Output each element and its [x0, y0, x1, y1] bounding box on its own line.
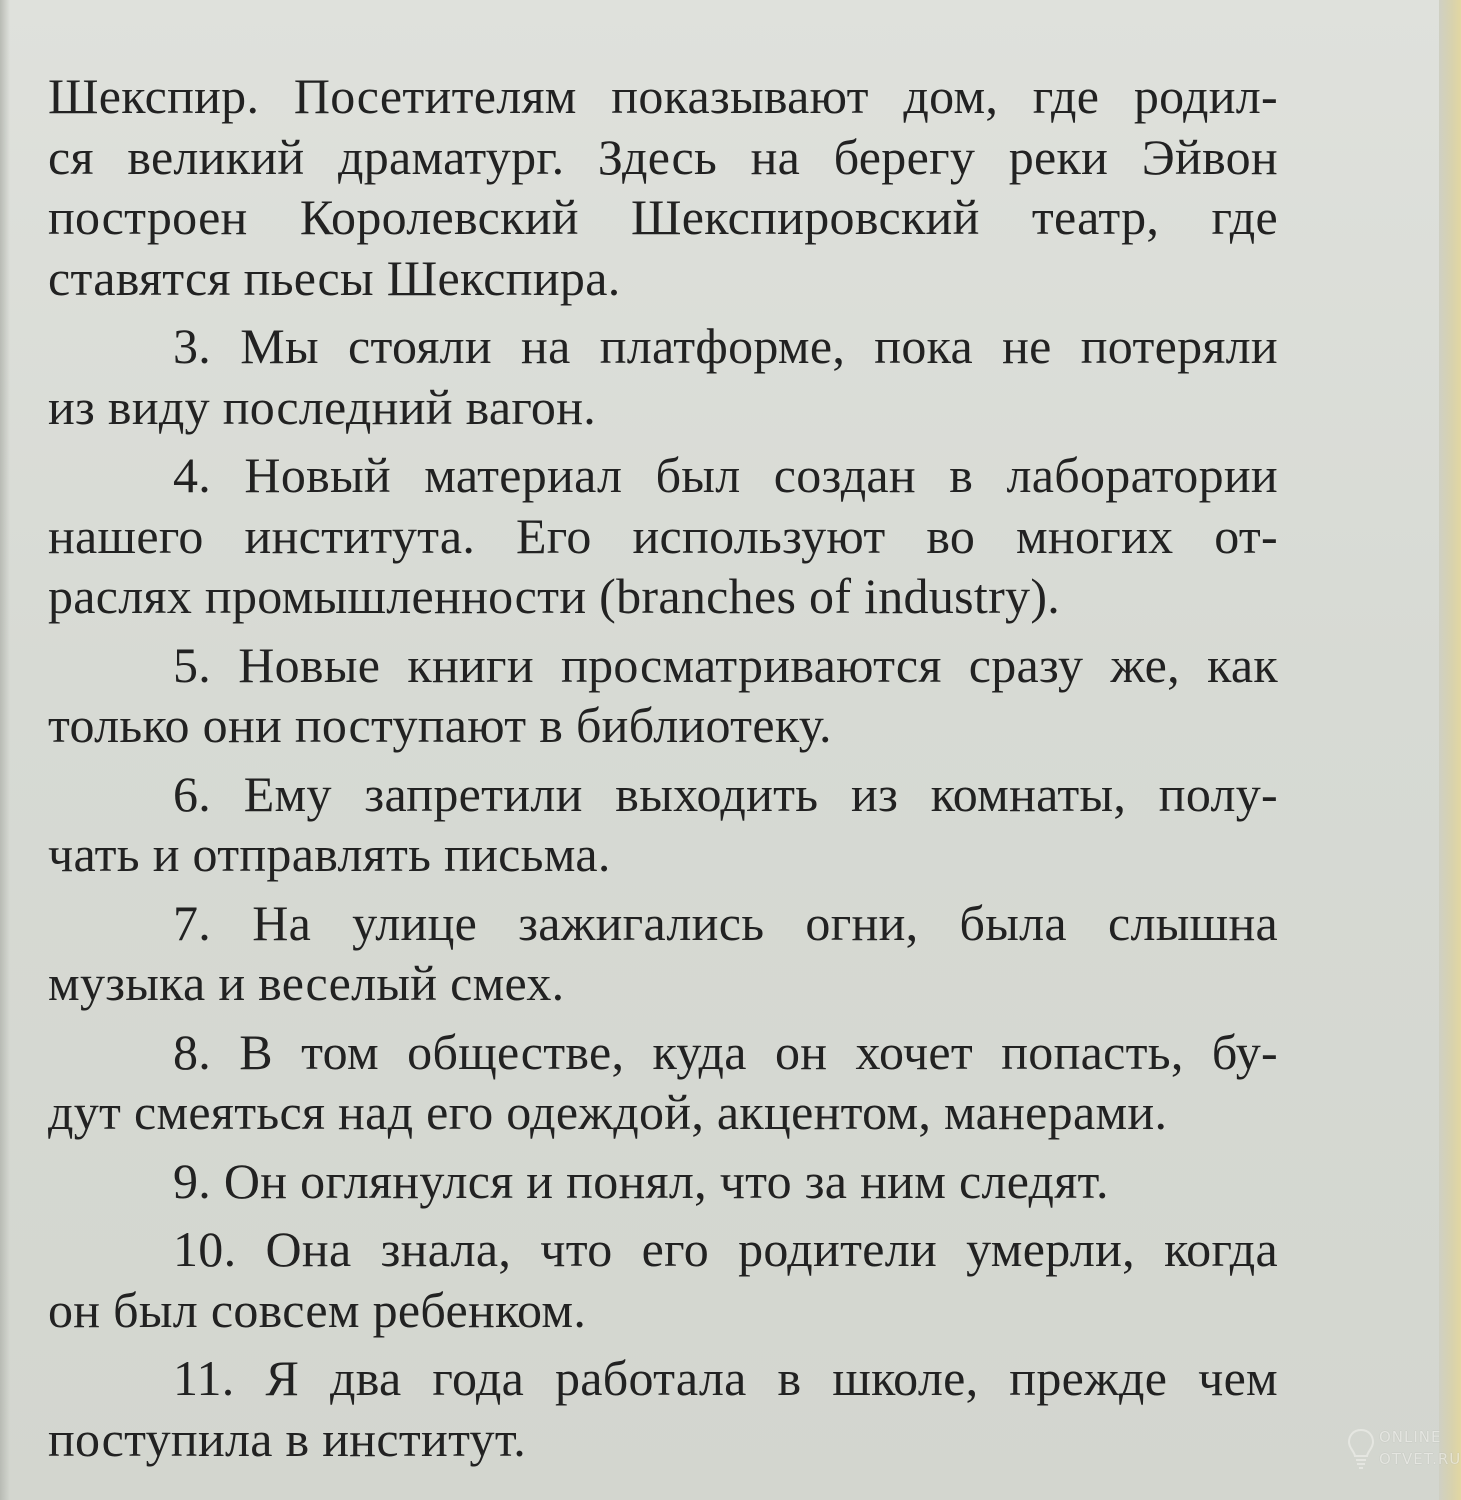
text-line: нашего института. Его используют во многих от-	[48, 507, 1278, 564]
paragraph-item-9	[48, 1151, 1278, 1212]
paragraph-item-5	[48, 635, 1278, 756]
text-line: 9. Он оглянулся и понял, что за ним следят.	[173, 1152, 1109, 1209]
paragraph-item-10	[48, 1219, 1278, 1340]
watermark-text	[1379, 1426, 1461, 1470]
text-line: поступила в институт.	[48, 1410, 527, 1467]
text-line: музыка и веселый смех.	[48, 955, 565, 1011]
text-line: ставятся пьесы Шекспира.	[48, 249, 621, 306]
text-line: 3. Мы стояли на платформе, пока не потеряли	[173, 318, 1278, 374]
watermark-line-1: ONLINE	[1379, 1428, 1442, 1446]
paragraph-item-7	[48, 893, 1278, 1014]
text-line: дут смеяться над его одеждой, акцентом, манерами.	[48, 1084, 1168, 1140]
text-line: 11. Я два года работала в школе, прежде чем	[173, 1350, 1278, 1406]
text-line: только они поступают в библиотеку.	[48, 697, 832, 753]
text-line: 6. Ему запретили выходить из комнаты, полу-	[173, 765, 1278, 822]
paragraph-item-8	[48, 1022, 1278, 1143]
text-line: из виду последний вагон.	[48, 378, 597, 435]
text-line: он был совсем ребенком.	[48, 1281, 587, 1338]
text-line: раслях промышленности (branches of industry).	[48, 568, 1061, 624]
text-line: 5. Новые книги просматриваются сразу же, как	[173, 636, 1278, 693]
page-edge	[1439, 0, 1461, 1500]
text-line: ся великий драматург. Здесь на берегу реки Эйвон	[48, 128, 1278, 185]
paragraph-item-11	[48, 1348, 1278, 1469]
paragraph-item-4	[48, 445, 1278, 627]
text-line: 7. На улице зажигались огни, была слышна	[173, 894, 1278, 951]
watermark-line-2: OTVET.RU	[1379, 1450, 1461, 1468]
watermark	[1347, 1422, 1461, 1482]
lightbulb-icon	[1347, 1428, 1375, 1472]
text-line: построен Королевский Шекспировский театр, где	[48, 189, 1278, 245]
text-line: Шекспир. Посетителям показывают дом, где родил-	[48, 68, 1278, 124]
page-text	[48, 66, 1278, 1469]
gutter-shadow	[0, 0, 10, 1500]
text-line: чать и отправлять письма.	[48, 826, 611, 882]
text-line: 4. Новый материал был создан в лаборатории	[173, 447, 1278, 503]
paragraph-1	[48, 66, 1278, 308]
text-line: 8. В том обществе, куда он хочет попасть, бу-	[173, 1023, 1278, 1080]
paragraph-item-3	[48, 316, 1278, 437]
text-line: 10. Она знала, что его родители умерли, когда	[173, 1221, 1278, 1277]
paragraph-item-6	[48, 764, 1278, 885]
